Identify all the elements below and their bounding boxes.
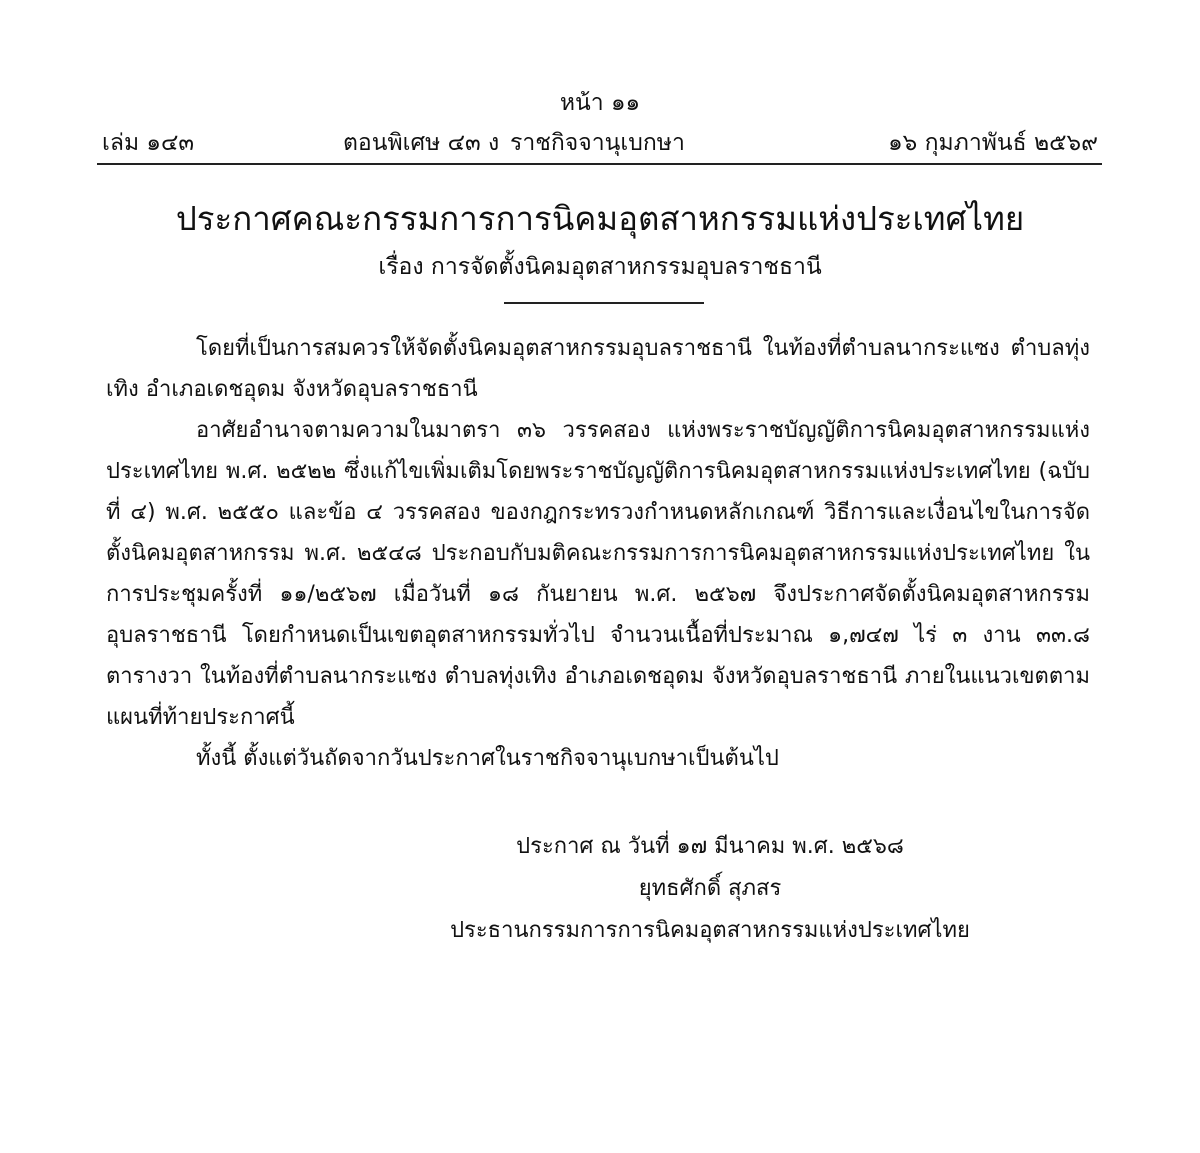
volume-number: เล่ม ๑๔๓ bbox=[102, 130, 195, 156]
issue-section: ตอนพิเศษ ๔๓ ง bbox=[343, 130, 500, 156]
body-paragraph-effective: ทั้งนี้ ตั้งแต่วันถัดจากวันประกาศในราชกิจจานุเบกษาเป็นต้นไป bbox=[196, 746, 779, 771]
announcement-body bbox=[106, 328, 1090, 779]
subject-divider bbox=[504, 302, 704, 304]
announced-date: ประกาศ ณ วันที่ ๑๗ มีนาคม พ.ศ. ๒๕๖๘ bbox=[516, 834, 904, 859]
publication-date: ๑๖ กุมภาพันธ์ ๒๕๖๙ bbox=[888, 130, 1098, 156]
body-paragraph-authority: อาศัยอำนาจตามความในมาตรา ๓๖ วรรคสอง แห่งพระราชบัญญัติการนิคมอุตสาหกรรมแห่งประเทศไทย พ.ศ. ๒๕๒๒ ซึ่งแก้ไขเพิ่มเติมโดยพระราชบัญญัติการนิคมอุตสาหกรรมแห่งประเทศไทย (ฉบับที่ ๔) พ.ศ. ๒๕๕๐ และข้อ ๔ วรรคสอง ของกฎกระทรวงกำหนดหลักเกณฑ์ วิธีการและเงื่อนไขในการจัดตั้งนิคมอุตสาหกรรม พ.ศ. ๒๕๔๘ ประกอบกับมติคณะกรรมการการนิคมอุตสาหกรรมแห่งประเทศไทย ในการประชุมครั้งที่ ๑๑/๒๕๖๗ เมื่อวันที่ ๑๘ กันยายน พ.ศ. ๒๕๖๗ จึงประกาศจัดตั้งนิคมอุตสาหกรรมอุบลราชธานี โดยกำหนดเป็นเขตอุตสาหกรรมทั่วไป จำนวนเนื้อที่ประมาณ ๑,๗๔๗ ไร่ ๓ งาน ๓๓.๘ ตารางวา ในท้องที่ตำบลนากระแซง ตำบลทุ่งเทิง อำเภอเดชอุดม จังหวัดอุบลราชธานี ภายในแนวเขตตามแผนที่ท้ายประกาศนี้ bbox=[106, 418, 1090, 730]
signatory-name: ยุทธศักดิ์ สุภสร bbox=[638, 876, 782, 901]
announcement-title: ประกาศคณะกรรมการการนิคมอุตสาหกรรมแห่งประเทศไทย bbox=[175, 199, 1025, 238]
signatory-position: ประธานกรรมการการนิคมอุตสาหกรรมแห่งประเทศไทย bbox=[450, 918, 970, 943]
announcement-subject: เรื่อง การจัดตั้งนิคมอุตสาหกรรมอุบลราชธานี bbox=[378, 254, 822, 280]
gazette-header bbox=[100, 126, 1100, 160]
gazette-name: ราชกิจจานุเบกษา bbox=[510, 130, 685, 156]
header-divider bbox=[97, 163, 1102, 165]
page-number: หน้า ๑๑ bbox=[559, 90, 641, 116]
signature-block bbox=[400, 826, 1020, 952]
body-paragraph-preamble: โดยที่เป็นการสมควรให้จัดตั้งนิคมอุตสาหกรรมอุบลราชธานี ในท้องที่ตำบลนากระแซง ตำบลทุ่งเทิง อำเภอเดชอุดม จังหวัดอุบลราชธานี bbox=[106, 336, 1090, 402]
